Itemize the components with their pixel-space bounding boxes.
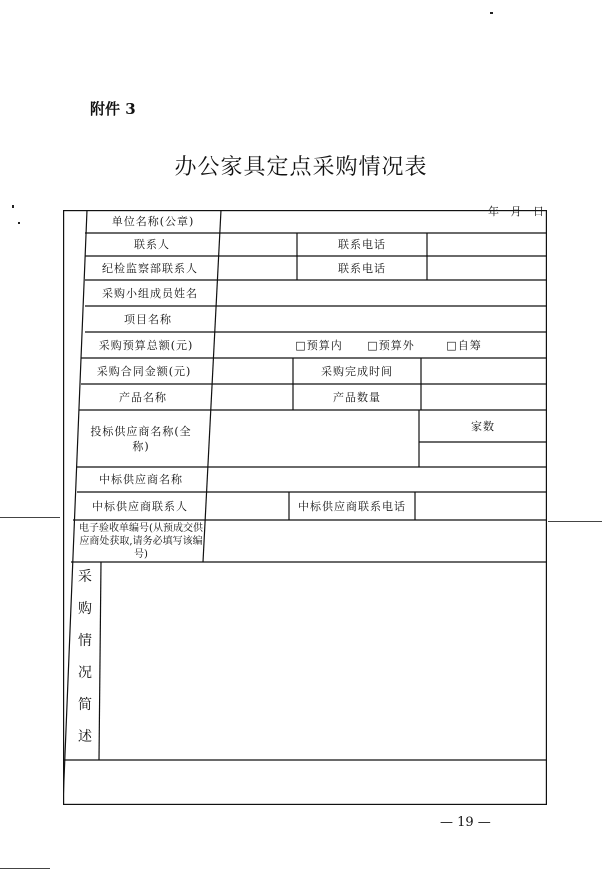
summary-char: 述 — [78, 729, 92, 745]
summary-char: 况 — [78, 665, 92, 681]
label-unit-name: 单位名称(公章) — [111, 215, 195, 228]
label-project-name: 项目名称 — [124, 312, 172, 326]
label-bidder-name: 投标供应商名称(全称) — [90, 425, 192, 453]
label-completion-time: 采购完成时间 — [321, 364, 393, 378]
label-product-name: 产品名称 — [119, 390, 167, 404]
summary-vertical-label — [73, 570, 97, 762]
summary-char: 简 — [78, 697, 92, 713]
scan-speck — [490, 12, 493, 14]
scan-speck — [12, 205, 14, 208]
label-discipline-contact: 纪检监察部联系人 — [102, 261, 198, 275]
label-count: 家数 — [471, 419, 495, 433]
form-title: 办公家具定点采购情况表 — [174, 155, 428, 180]
scan-line — [0, 868, 50, 869]
summary-char: 采 — [78, 569, 92, 585]
scan-speck — [18, 222, 20, 224]
summary-char: 情 — [78, 633, 92, 649]
procurement-form — [63, 210, 547, 805]
label-group-members: 采购小组成员姓名 — [102, 286, 198, 300]
label-contract-amount: 采购合同金额(元) — [96, 364, 192, 378]
label-e-form-no: 电子验收单编号(从预成交供应商处获取,请务必填写该编号) — [79, 522, 203, 560]
attachment-label: 附件 3 — [90, 100, 136, 118]
label-winner-contact: 中标供应商联系人 — [92, 499, 188, 513]
label-winner-name: 中标供应商名称 — [99, 473, 183, 486]
label-contact-phone: 联系电话 — [338, 238, 386, 251]
summary-char: 购 — [78, 601, 92, 617]
scan-line — [0, 517, 60, 518]
date-line: 年 月 日 — [488, 205, 544, 218]
label-winner-phone: 中标供应商联系电话 — [298, 499, 406, 513]
checkbox-self-raised[interactable]: □自筹 — [446, 338, 482, 352]
label-discipline-phone: 联系电话 — [338, 261, 386, 275]
scan-line — [548, 521, 602, 522]
page-number: — 19 — — [440, 815, 491, 830]
checkbox-budget-in[interactable]: □预算内 — [295, 338, 343, 352]
label-contact: 联系人 — [134, 238, 170, 251]
label-product-qty: 产品数量 — [333, 390, 381, 404]
checkbox-budget-out[interactable]: □预算外 — [367, 338, 415, 352]
label-budget-total: 采购预算总额(元) — [98, 338, 194, 352]
